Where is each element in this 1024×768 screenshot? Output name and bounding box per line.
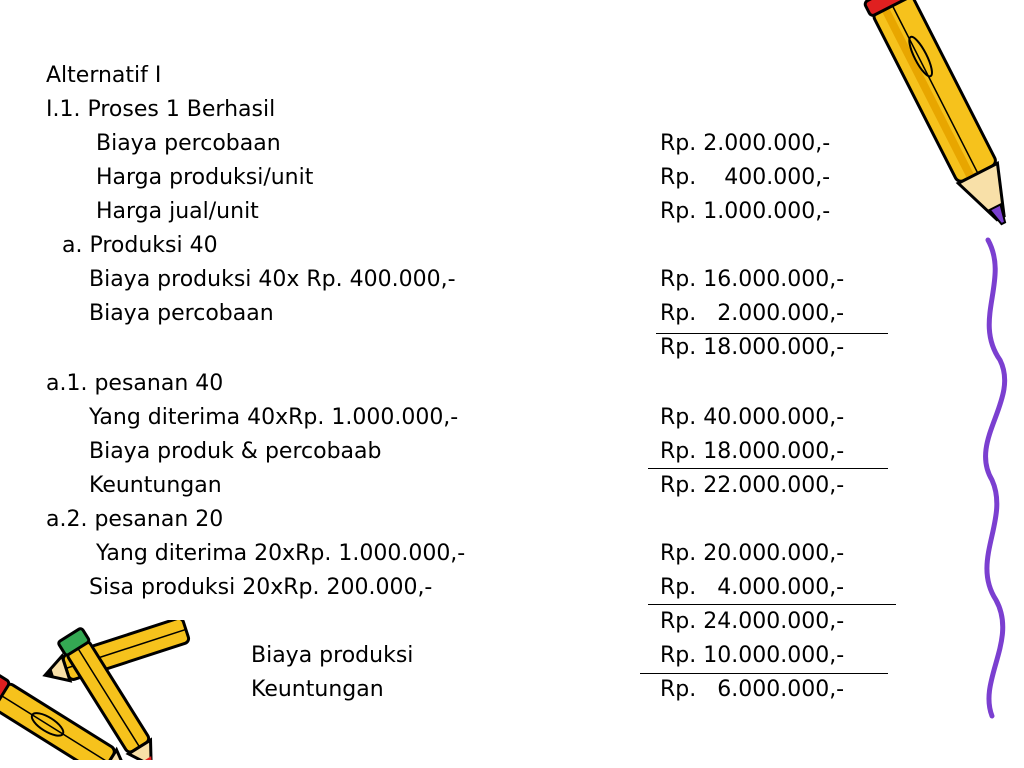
section-a1-row-amount: Rp. 40.000.000,- (660, 405, 845, 430)
assumption-label: Biaya percobaan (96, 131, 281, 156)
section-a2-heading: a.2. pesanan 20 (46, 507, 224, 532)
assumption-amount: Rp. 1.000.000,- (660, 199, 831, 224)
slide-subtitle: I.1. Proses 1 Berhasil (46, 97, 276, 122)
section-a1-row-amount: Rp. 18.000.000,- (660, 439, 845, 464)
slide-title: Alternatif I (46, 63, 162, 88)
summary-amount: Rp. 10.000.000,- (660, 643, 845, 668)
section-a-heading: a. Produksi 40 (62, 233, 218, 258)
section-a1-row-label: Keuntungan (89, 473, 222, 498)
section-a-row-label: Biaya produksi 40x Rp. 400.000,- (89, 267, 456, 292)
assumption-amount: Rp. 400.000,- (660, 165, 831, 190)
section-a2-row-amount: Rp. 20.000.000,- (660, 541, 845, 566)
summary-label: Biaya produksi (251, 643, 414, 668)
section-a1-row-label: Biaya produk & percobaab (89, 439, 382, 464)
summary-label: Keuntungan (251, 677, 384, 702)
section-a2-row-label: Sisa produksi 20xRp. 200.000,- (89, 575, 433, 600)
section-a-row-amount: Rp. 2.000.000,- (660, 301, 845, 326)
section-a2-row-label: Yang diterima 20xRp. 1.000.000,- (96, 541, 466, 566)
assumption-label: Harga produksi/unit (96, 165, 314, 190)
section-a2-total: Rp. 24.000.000,- (660, 609, 845, 634)
section-a-total: Rp. 18.000.000,- (660, 335, 845, 360)
section-a1-row-amount: Rp. 22.000.000,- (660, 473, 845, 498)
section-a1-heading: a.1. pesanan 40 (46, 371, 224, 396)
summary-amount: Rp. 6.000.000,- (660, 677, 845, 702)
section-a-row-amount: Rp. 16.000.000,- (660, 267, 845, 292)
assumption-label: Harga jual/unit (96, 199, 259, 224)
section-a-row-label: Biaya percobaan (89, 301, 274, 326)
assumption-amount: Rp. 2.000.000,- (660, 131, 831, 156)
section-a1-row-label: Yang diterima 40xRp. 1.000.000,- (89, 405, 459, 430)
pencil-icon (860, 0, 1020, 730)
pencils-icon (0, 620, 210, 760)
section-a2-row-amount: Rp. 4.000.000,- (660, 575, 845, 600)
